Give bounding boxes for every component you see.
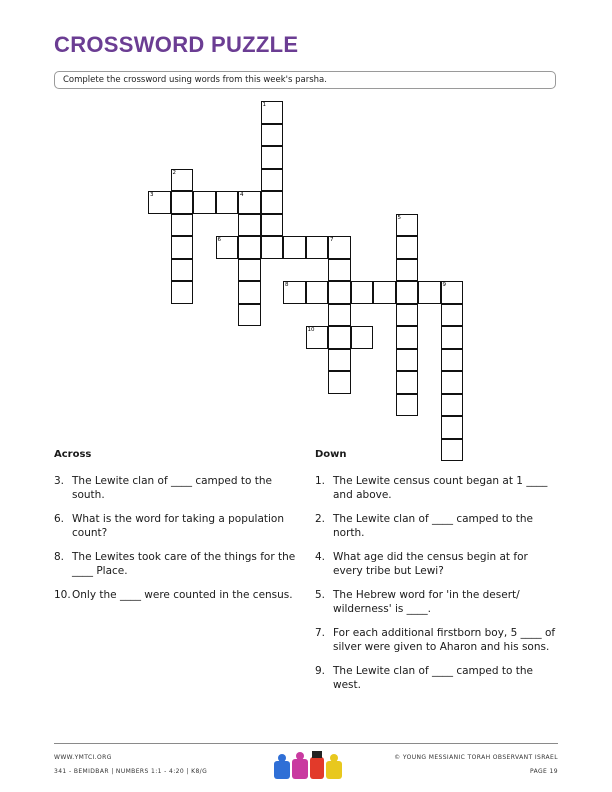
crossword-cell[interactable] — [396, 349, 419, 372]
clue-text: The Lewite clan of ____ camped to the north. — [333, 513, 533, 539]
crossword-cell[interactable] — [396, 281, 419, 304]
clue-text: What is the word for taking a population count? — [72, 513, 284, 539]
crossword-cell[interactable] — [261, 146, 284, 169]
footer-copyright: © YOUNG MESSIANIC TORAH OBSERVANT ISRAEL — [394, 754, 558, 761]
cell-number: 7 — [330, 237, 334, 243]
crossword-cell[interactable] — [396, 304, 419, 327]
clue-number: 2. — [315, 513, 326, 525]
crossword-cell[interactable] — [171, 191, 194, 214]
crossword-cell[interactable] — [441, 349, 464, 372]
cell-number: 10 — [307, 327, 315, 333]
logo-figure-yellow — [326, 754, 342, 779]
logo-figure-red — [310, 751, 324, 779]
crossword-cell[interactable] — [328, 304, 351, 327]
crossword-cell[interactable] — [238, 259, 261, 282]
crossword-cell[interactable] — [171, 259, 194, 282]
footer-website[interactable]: WWW.YMTCI.ORG — [54, 754, 112, 761]
clue-across-6 — [54, 512, 296, 540]
cell-number: 5 — [397, 214, 401, 221]
clue-text: Only the ____ were counted in the census. — [72, 589, 293, 601]
crossword-cell[interactable] — [283, 281, 306, 304]
clue-text: For each additional firstborn boy, 5 ____ of silver were given to Aharon and his sons. — [333, 627, 556, 653]
logo-figure-blue — [274, 754, 290, 779]
clue-text: What age did the census begin at for every tribe but Lewi? — [333, 551, 528, 577]
crossword-cell[interactable] — [238, 236, 261, 259]
crossword-cell[interactable] — [148, 191, 171, 214]
crossword-cell[interactable] — [171, 281, 194, 304]
crossword-cell[interactable] — [441, 371, 464, 394]
crossword-cell[interactable] — [193, 191, 216, 214]
clue-number: 5. — [315, 589, 326, 601]
crossword-cell[interactable] — [441, 416, 464, 439]
cell-number: 2 — [172, 169, 176, 176]
clue-number: 3. — [54, 475, 65, 487]
crossword-cell[interactable] — [328, 371, 351, 394]
crossword-cell[interactable] — [261, 101, 284, 124]
cell-number: 6 — [217, 237, 221, 243]
down-clues — [315, 449, 560, 702]
crossword-cell[interactable] — [171, 236, 194, 259]
cell-number: 8 — [285, 282, 289, 288]
clue-text: The Lewites took care of the things for the ____ Place. — [72, 551, 296, 577]
across-clues — [54, 449, 296, 612]
cell-number: 3 — [150, 192, 154, 198]
clue-number: 7. — [315, 627, 326, 639]
crossword-cell[interactable] — [396, 371, 419, 394]
crossword-cell[interactable] — [441, 394, 464, 417]
crossword-cell[interactable] — [441, 281, 464, 304]
ymtoi-logo — [268, 751, 348, 781]
cell-number: 1 — [262, 102, 266, 108]
crossword-cell[interactable] — [216, 236, 239, 259]
clue-down-2 — [315, 512, 560, 540]
crossword-cell[interactable] — [261, 124, 284, 147]
crossword-cell[interactable] — [441, 304, 464, 327]
crossword-cell[interactable] — [396, 259, 419, 282]
crossword-cell[interactable] — [328, 349, 351, 372]
crossword-cell[interactable] — [396, 394, 419, 417]
crossword-cell[interactable] — [283, 236, 306, 259]
clue-number: 9. — [315, 665, 326, 677]
crossword-cell[interactable] — [306, 326, 329, 349]
crossword-cell[interactable] — [238, 281, 261, 304]
crossword-cell[interactable] — [261, 191, 284, 214]
crossword-cell[interactable] — [238, 304, 261, 327]
crossword-cell[interactable] — [351, 281, 374, 304]
clue-number: 6. — [54, 513, 65, 525]
crossword-cell[interactable] — [328, 259, 351, 282]
clue-down-9 — [315, 664, 560, 692]
down-heading: Down — [315, 449, 347, 460]
footer-divider — [54, 743, 558, 744]
clue-across-3 — [54, 474, 296, 502]
clue-across-10 — [54, 588, 296, 602]
crossword-cell[interactable] — [328, 326, 351, 349]
crossword-cell[interactable] — [396, 214, 419, 237]
page-title: CROSSWORD PUZZLE — [54, 32, 299, 57]
clue-number: 1. — [315, 475, 326, 487]
logo-figure-pink — [292, 752, 308, 779]
clue-number: 8. — [54, 551, 65, 563]
crossword-cell[interactable] — [261, 236, 284, 259]
crossword-cell[interactable] — [261, 169, 284, 192]
clue-down-1 — [315, 474, 560, 502]
clue-text: The Lewite census count began at 1 ____ and above. — [333, 475, 548, 501]
clue-text: The Lewite clan of ____ camped to the south. — [72, 475, 272, 501]
crossword-cell[interactable] — [306, 281, 329, 304]
crossword-cell[interactable] — [261, 214, 284, 237]
clue-text: The Hebrew word for 'in the desert/ wilderness' is ____. — [333, 589, 520, 615]
clue-across-8 — [54, 550, 296, 578]
crossword-cell[interactable] — [328, 236, 351, 259]
footer-parsha-info: 341 - BEMIDBAR | NUMBERS 1:1 - 4:20 | K8/G — [54, 768, 208, 775]
crossword-cell[interactable] — [441, 326, 464, 349]
across-heading: Across — [54, 449, 92, 460]
crossword-cell[interactable] — [238, 191, 261, 214]
cell-number: 9 — [442, 282, 446, 288]
clue-down-7 — [315, 626, 560, 654]
instructions-box: Complete the crossword using words from this week's parsha. — [54, 71, 556, 89]
crossword-cell[interactable] — [328, 281, 351, 304]
crossword-cell[interactable] — [171, 169, 194, 192]
crossword-cell[interactable] — [171, 214, 194, 237]
crossword-cell[interactable] — [396, 326, 419, 349]
clue-number: 10. — [54, 589, 71, 601]
clue-number: 4. — [315, 551, 326, 563]
crossword-cell[interactable] — [418, 281, 441, 304]
footer-page-number: PAGE 19 — [529, 768, 558, 775]
cell-number: 4 — [240, 192, 244, 198]
crossword-cell[interactable] — [396, 236, 419, 259]
crossword-cell[interactable] — [306, 236, 329, 259]
crossword-cell[interactable] — [216, 191, 239, 214]
clue-text: The Lewite clan of ____ camped to the west. — [333, 665, 533, 691]
crossword-cell[interactable] — [238, 214, 261, 237]
crossword-cell[interactable] — [373, 281, 396, 304]
clue-down-4 — [315, 550, 560, 578]
clue-down-5 — [315, 588, 560, 616]
crossword-cell[interactable] — [351, 326, 374, 349]
